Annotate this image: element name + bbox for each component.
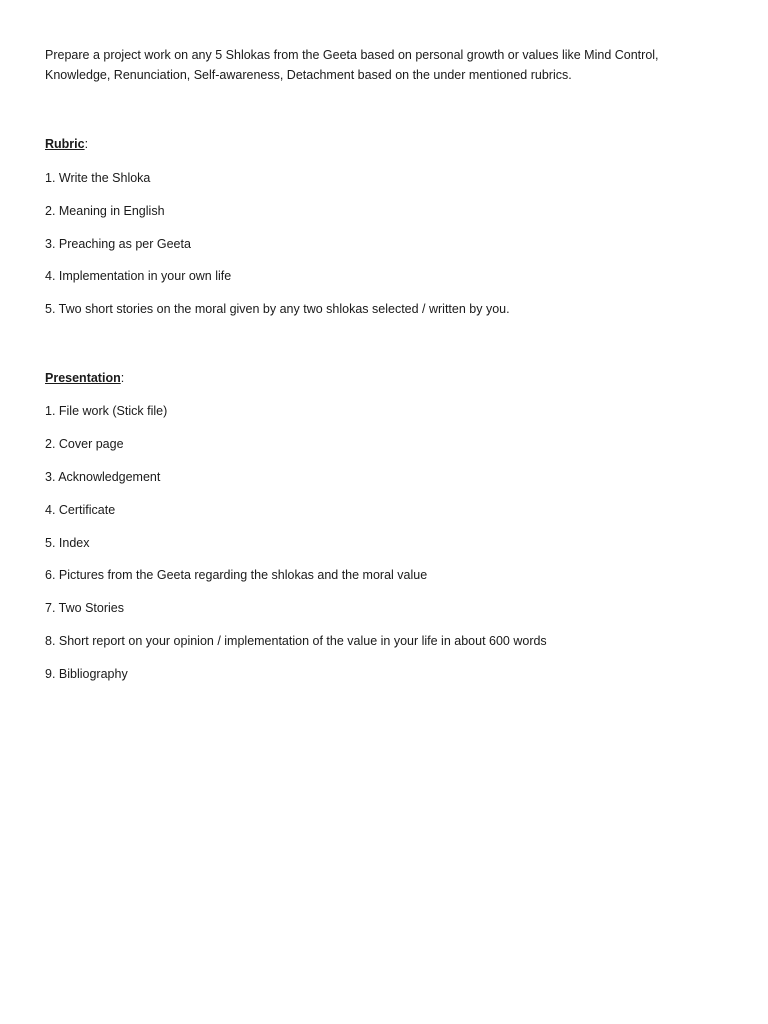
- rubric-item-5: 5. Two short stories on the moral given by any two shlokas selected / written by you.: [45, 302, 510, 317]
- presentation-item-4: 4. Certificate: [45, 502, 116, 517]
- presentation-item-3: 3. Acknowledgement: [45, 469, 161, 484]
- presentation-item-7: 7. Two Stories: [45, 601, 124, 616]
- presentation-item-8: 8. Short report on your opinion / implementation of the value in your life in about 600 words: [45, 634, 547, 649]
- rubric-list: [45, 168, 510, 332]
- presentation-item-9: 9. Bibliography: [45, 667, 128, 682]
- rubric-heading: [45, 134, 88, 154]
- presentation-item-2: 2. Cover page: [45, 436, 124, 451]
- presentation-list: [45, 401, 547, 697]
- rubric-heading-colon: :: [84, 137, 89, 151]
- rubric-item-3: 3. Preaching as per Geeta: [45, 236, 191, 251]
- presentation-heading-text: Presentation: [45, 371, 121, 385]
- presentation-item-6: 6. Pictures from the Geeta regarding the shlokas and the moral value: [45, 568, 428, 583]
- rubric-item-1: 1. Write the Shloka: [45, 171, 151, 185]
- presentation-item-5: 5. Index: [45, 535, 90, 550]
- document-page: [45, 45, 725, 682]
- intro-paragraph: Prepare a project work on any 5 Shlokas from the Geeta based on personal growth or values like Mind Control, Knowledge, Renunciation, Self-awareness, Detachment based on the under mentioned rubrics.: [45, 48, 659, 82]
- presentation-heading-colon: :: [120, 371, 125, 385]
- rubric-item-2: 2. Meaning in English: [45, 203, 165, 218]
- presentation-item-1: 1. File work (Stick file): [45, 404, 168, 418]
- presentation-heading: [45, 368, 124, 388]
- rubric-heading-text: Rubric: [45, 137, 85, 151]
- rubric-item-4: 4. Implementation in your own life: [45, 269, 232, 284]
